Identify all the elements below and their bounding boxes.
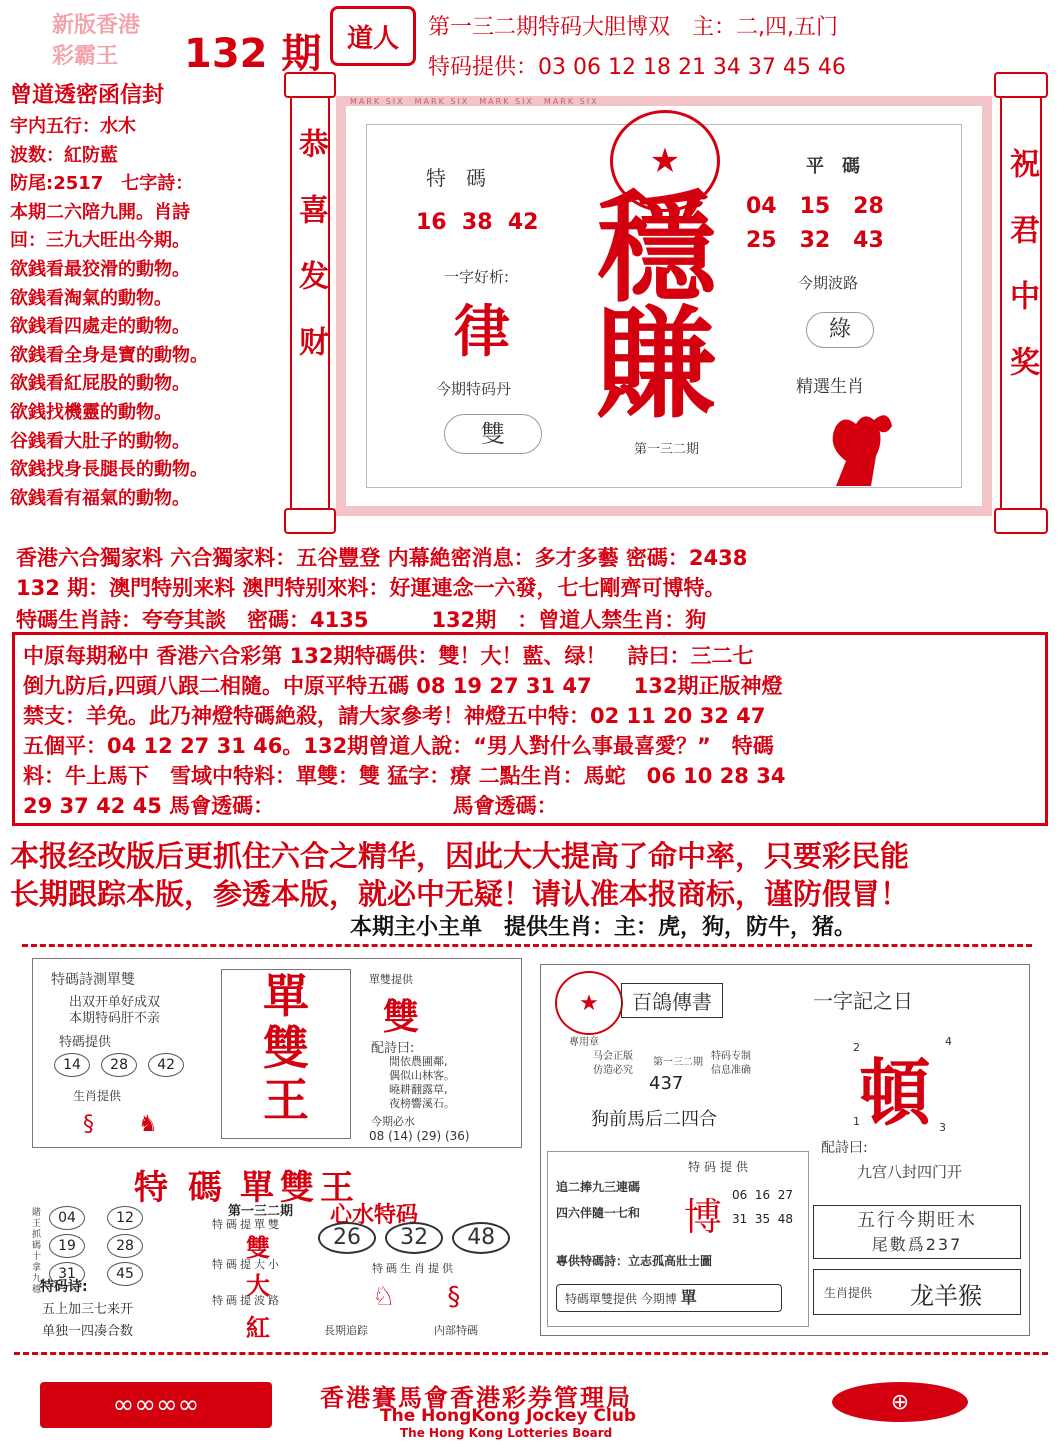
center-char-2: 賺 bbox=[596, 296, 716, 435]
baige-inner bbox=[547, 1151, 809, 1327]
ds-big-box bbox=[221, 969, 351, 1139]
special-dan-box bbox=[444, 414, 542, 454]
zodiac-box-label: 生肖提供 bbox=[824, 1286, 873, 1300]
zodiac-label: 精選生肖 bbox=[796, 377, 864, 397]
issue-small: 第一三二期 bbox=[634, 442, 700, 457]
box-line: 五個平：04 12 27 31 46。132期曾道人說：“男人對什么事最喜愛？” 特碼 bbox=[23, 734, 774, 758]
ds-big-1: 單 bbox=[263, 969, 309, 1023]
baige-note-2: 仿造必究 bbox=[593, 1065, 633, 1076]
heart-num: 26 bbox=[318, 1222, 376, 1254]
footer-en-1: The HongKong Jockey Club bbox=[380, 1406, 637, 1426]
ds-poem-1: 出双开单好成双 bbox=[69, 995, 161, 1010]
poem-value: 九宫八封四门开 bbox=[857, 1163, 963, 1181]
one-char-big: 頓 bbox=[859, 1051, 932, 1135]
tema-size-label: 特碼提大小 bbox=[212, 1258, 282, 1271]
ds-right-char: 雙 bbox=[383, 997, 420, 1038]
special-dan-label: 今期特码丹 bbox=[436, 380, 512, 398]
baige-title-text: 百鴿傳書 bbox=[632, 990, 712, 1014]
header-stamp-line1: 新版香港 bbox=[52, 13, 141, 38]
top-line-2: 特码提供：03 06 12 18 21 34 37 45 46 bbox=[428, 55, 846, 80]
baige-special-nums-1: 06 16 27 bbox=[732, 1188, 794, 1202]
banner-border-text-top: MARK SIX MARK SIX MARK SIX MARK SIX bbox=[350, 97, 599, 106]
special-label: 特 碼 bbox=[426, 166, 486, 190]
zodiac-box-value: 龙羊猴 bbox=[910, 1282, 982, 1310]
wuxing-box bbox=[813, 1205, 1021, 1259]
box-line: 料：牛上馬下 雪域中特料：單雙：雙 猛字：療 二點生肖：馬蛇 06 10 28 34 bbox=[23, 764, 786, 788]
secret-box bbox=[12, 632, 1048, 826]
wave-box bbox=[806, 312, 874, 348]
ds-big-2: 雙 bbox=[263, 1021, 309, 1075]
corner-num: 3 bbox=[939, 1121, 946, 1134]
baige-ds-line: 特碼單雙提供 今期博 bbox=[565, 1292, 677, 1306]
mid-line-3: 特碼生肖詩：夸夸其談 密碼：4135 132期 ：曾道人禁生肖：狗 bbox=[16, 608, 707, 632]
corner-num: 1 bbox=[853, 1115, 860, 1128]
daoren-logo bbox=[330, 6, 416, 66]
scroll-left bbox=[284, 72, 336, 532]
baige-note-1: 马会正版 bbox=[593, 1051, 633, 1062]
left-line: 欲銭看四處走的動物。 bbox=[10, 316, 190, 338]
tema-poem-1: 五上加三七来开 bbox=[42, 1302, 134, 1317]
box-line: 倒九防后,四頭八跟二相隨。中原平特五碼 08 19 27 31 47 132期正版神燈 bbox=[23, 674, 783, 698]
heart-nums bbox=[316, 1222, 512, 1254]
baige-seal: ★ bbox=[555, 971, 623, 1035]
center-char-1: 穩 bbox=[596, 180, 716, 319]
left-line: 欲銭看全身是寶的動物。 bbox=[10, 344, 208, 366]
lower-frame-top bbox=[22, 944, 1032, 947]
left-line: 欲銭看有福氣的動物。 bbox=[10, 487, 190, 509]
daoren-logo-text: 道人 bbox=[346, 23, 399, 54]
ds-big-3: 王 bbox=[263, 1073, 309, 1127]
ds-poem-line: 夜榜響溪石。 bbox=[389, 1097, 455, 1110]
monkey-icon: ♘ bbox=[372, 1282, 396, 1312]
baige-issue: 第一三二期 bbox=[653, 1057, 703, 1068]
tema-ds-label: 特碼提單雙 bbox=[212, 1218, 282, 1231]
main-pick: 本期主小主单 提供生肖：主：虎，狗，防牛，猪。 bbox=[350, 915, 857, 940]
box-line: 禁支：羊免。此乃神燈特碼絶殺，請大家參考！神燈五中特：02 11 20 32 47 bbox=[23, 704, 766, 728]
ds-zodiac-icons bbox=[83, 1107, 158, 1138]
left-line: 回：三九大旺出今期。 bbox=[10, 230, 190, 252]
left-column-lines bbox=[10, 113, 290, 513]
ds-nums bbox=[51, 1051, 187, 1079]
one-char-title: 一字記之日 bbox=[813, 989, 913, 1013]
special-dan: 雙 bbox=[481, 420, 505, 448]
baige-num: 437 bbox=[649, 1073, 684, 1094]
left-line: 宇内五行：水木 bbox=[10, 116, 136, 137]
inner-tema: 内部特碼 bbox=[434, 1324, 478, 1337]
tema-num: 31 bbox=[49, 1262, 85, 1286]
flat-row-2: 25 32 43 bbox=[746, 228, 884, 253]
box-line: 29 37 42 45 馬會透碼： 馬會透碼： bbox=[23, 794, 558, 818]
long-track: 長期追踪 bbox=[324, 1324, 368, 1337]
ds-poem-lines bbox=[389, 1055, 455, 1111]
zodiac-box bbox=[813, 1269, 1021, 1315]
left-line: 防尾:2517 七字詩： bbox=[10, 173, 194, 195]
tema-issue: 第一三二期 bbox=[228, 1204, 294, 1219]
rooster-icon bbox=[816, 406, 896, 496]
ds-zodiac-label: 生肖提供 bbox=[73, 1089, 122, 1103]
mid-line-2: 132 期：澳門特别来料 澳門特别來料：好運連念一六發，七七剛齊可博特。 bbox=[16, 576, 726, 600]
dragon-icon: § bbox=[447, 1282, 461, 1312]
tema-wave-val: 紅 bbox=[246, 1314, 270, 1342]
scroll-left-text: 恭喜发财 bbox=[293, 128, 328, 392]
left-line: 欲銭找身長腿長的動物。 bbox=[10, 459, 208, 481]
baige-title bbox=[621, 983, 723, 1018]
left-line: 欲銭找機靈的動物。 bbox=[10, 401, 172, 423]
scroll-right bbox=[994, 72, 1048, 532]
tema-left-label: 賭王抓碼十拿九穩 bbox=[32, 1208, 42, 1295]
baige-note-4: 信息准确 bbox=[711, 1065, 751, 1076]
left-column-title: 曾道透密函信封 bbox=[10, 83, 165, 108]
baige-note-3: 特码专制 bbox=[711, 1051, 751, 1062]
wave-label: 今期波路 bbox=[798, 274, 859, 292]
ds-poem-2: 本期特码肝不亲 bbox=[69, 1011, 161, 1026]
ds-provide-label: 特碼提供 bbox=[59, 1035, 112, 1050]
wuxing: 五行今期旺木 bbox=[857, 1210, 977, 1231]
issue-number: 132 期 bbox=[184, 31, 322, 77]
baige-special-char: 博 bbox=[684, 1195, 723, 1239]
ds-right-title: 單雙提供 bbox=[369, 973, 413, 986]
tema-size-val: 大 bbox=[246, 1272, 270, 1300]
left-line: 欲銭看淘氣的動物。 bbox=[10, 287, 172, 309]
tema-num: 19 bbox=[49, 1234, 85, 1258]
footer-en-2: The Hong Kong Lotteries Board bbox=[400, 1426, 613, 1440]
tema-num: 04 bbox=[49, 1206, 85, 1230]
footer-left-logo bbox=[40, 1382, 272, 1428]
slogan-line-1: 本报经改版后更抓住六合之精华，因此大大提高了命中率，只要彩民能 bbox=[10, 839, 910, 873]
footer-cn: 香港賽馬會香港彩券管理局 bbox=[320, 1384, 632, 1412]
ds-num: 42 bbox=[148, 1053, 184, 1077]
ds-bottom-nums: 08 (14) (29) (36) bbox=[369, 1129, 470, 1143]
footer-right-logo bbox=[832, 1382, 968, 1422]
heart-num: 32 bbox=[385, 1222, 443, 1254]
lower-frame-bottom bbox=[14, 1352, 1048, 1355]
ds-poem-line: 閒依農圃鄰, bbox=[389, 1055, 448, 1068]
knot-icon: ∞∞∞∞ bbox=[112, 1390, 200, 1420]
weishu: 尾數爲237 bbox=[871, 1235, 963, 1254]
tema-panel bbox=[32, 1156, 532, 1346]
tema-zodiac-icons bbox=[372, 1276, 460, 1313]
baige-phrase: 狗前馬后二四合 bbox=[591, 1109, 717, 1130]
ds-poem-title: 配詩曰: bbox=[371, 1041, 415, 1056]
tema-num: 45 bbox=[107, 1262, 143, 1286]
baige-ds-box bbox=[556, 1284, 782, 1312]
tema-title-1: 特碼 bbox=[134, 1168, 242, 1208]
left-line: 波数：紅防藍 bbox=[10, 144, 118, 166]
ds-poem-line: 偶似山林客。 bbox=[389, 1069, 455, 1082]
slogan-line-2: 长期跟踪本版，参透本版，就必中无疑！请认准本报商标，谨防假冒！ bbox=[10, 877, 910, 911]
box-line: 中原每期秘中 香港六合彩第 132期特碼供：雙！大！藍、绿！ 詩曰：三二七 bbox=[23, 644, 754, 668]
baige-left-a: 追二捧九三連碼 bbox=[556, 1180, 641, 1194]
tiger-icon: ♞ bbox=[138, 1112, 158, 1137]
ring-icon: ⊕ bbox=[890, 1389, 910, 1415]
ds-num: 14 bbox=[54, 1053, 90, 1077]
baige-poem-special: 專供特碼詩：立志孤高壯士圖 bbox=[556, 1254, 713, 1268]
danshuang-panel bbox=[32, 958, 522, 1148]
snake-icon: § bbox=[83, 1112, 94, 1137]
tema-title-2: 單雙王 bbox=[240, 1168, 360, 1208]
tema-zodiac-label: 特碼生肖提供 bbox=[372, 1262, 456, 1275]
ds-num: 28 bbox=[101, 1053, 137, 1077]
corner-num: 2 bbox=[853, 1041, 860, 1054]
marksix-banner bbox=[336, 96, 992, 516]
ds-poem-end: 今期必水 bbox=[371, 1115, 415, 1128]
left-line: 本期二六陪九開。肖詩 bbox=[10, 201, 190, 223]
baige-ds-val: 單 bbox=[680, 1288, 697, 1307]
tema-poem-title: 特码诗: bbox=[40, 1279, 88, 1295]
baige-special-label: 特码提供 bbox=[688, 1160, 753, 1174]
ds-title: 特碼詩測單雙 bbox=[51, 972, 135, 988]
one-char: 律 bbox=[454, 300, 510, 365]
flat-label: 平 碼 bbox=[806, 156, 860, 177]
left-line: 谷銭看大肚子的動物。 bbox=[10, 430, 190, 452]
seal-stamp: ★ bbox=[610, 110, 720, 212]
top-line-1: 第一三二期特码大胆博双 主：二,四,五门 bbox=[428, 15, 838, 40]
baige-special-nums-2: 31 35 48 bbox=[732, 1212, 794, 1226]
tema-num: 28 bbox=[107, 1234, 143, 1258]
special-numbers: 16 38 42 bbox=[416, 210, 539, 235]
left-column bbox=[10, 78, 290, 513]
corner-num: 4 bbox=[945, 1035, 952, 1048]
header-stamp bbox=[52, 8, 172, 68]
tema-ds-val: 雙 bbox=[246, 1234, 270, 1262]
poem-label: 配詩曰: bbox=[821, 1140, 868, 1156]
mid-line-1: 香港六合獨家料 六合獨家料：五谷豐登 内幕絶密消息：多才多藝 密碼：2438 bbox=[16, 546, 748, 570]
baige-panel bbox=[540, 964, 1030, 1336]
flat-row-1: 04 15 28 bbox=[746, 194, 884, 219]
tema-num: 12 bbox=[107, 1206, 143, 1230]
scroll-right-text: 祝君中奖 bbox=[1004, 148, 1039, 412]
left-line: 欲銭看最狡滑的動物。 bbox=[10, 258, 190, 280]
header-stamp-line2: 彩霸王 bbox=[52, 44, 119, 69]
one-char-label: 一字好析: bbox=[444, 268, 510, 286]
left-line: 欲銭看紅屁股的動物。 bbox=[10, 373, 190, 395]
heart-title: 心水特码 bbox=[330, 1203, 419, 1228]
ds-poem-line: 曉耕翻露草, bbox=[389, 1083, 448, 1096]
baige-left-b: 四六伴隨一七和 bbox=[556, 1206, 641, 1220]
heart-num: 48 bbox=[452, 1222, 510, 1254]
tema-wave-label: 特碼提波路 bbox=[212, 1294, 282, 1307]
tema-poem-2: 单独一四凑合数 bbox=[42, 1324, 134, 1339]
baige-stamp: 專用章 bbox=[569, 1037, 599, 1048]
wave-value: 綠 bbox=[828, 317, 851, 342]
